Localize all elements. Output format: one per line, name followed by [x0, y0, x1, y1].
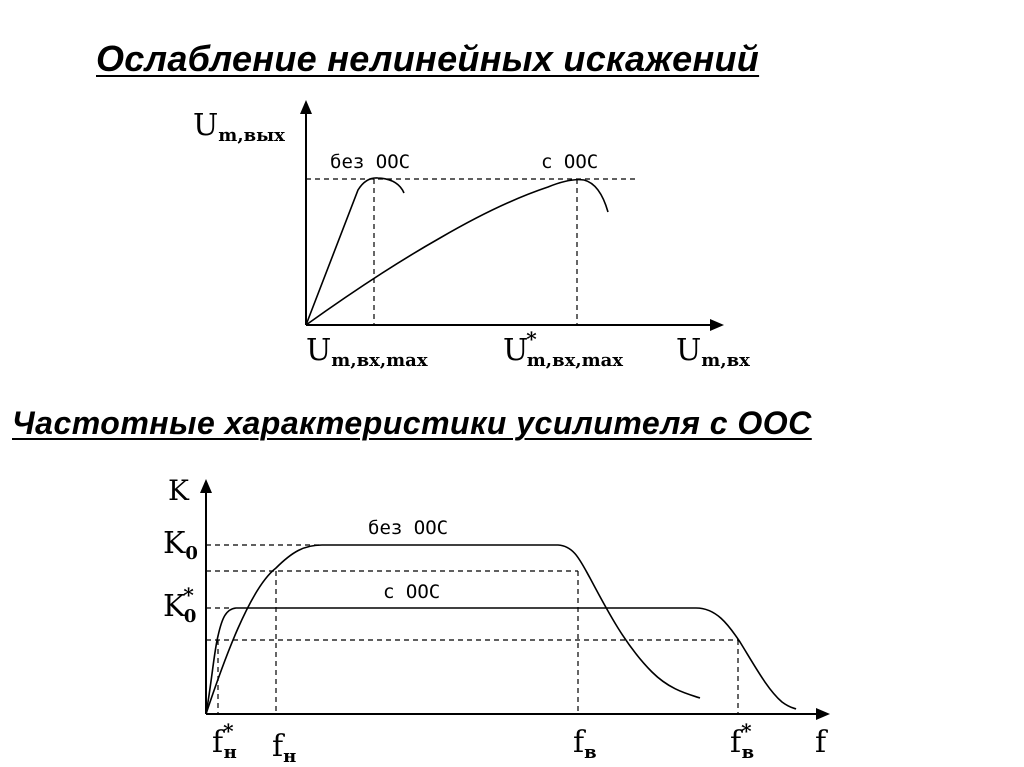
title-frequency-characteristics: Частотные характеристики усилителя с ООС	[12, 405, 812, 441]
curve-label-feedback-top: с ООС	[541, 151, 599, 173]
x-tick-label-fv-star: f* в	[730, 719, 755, 763]
title-nonlinear-distortion: Ослабление нелинейных искажений	[96, 38, 760, 79]
x-axis-label-top: $U_{m,вх}$	[676, 333, 750, 371]
x-axis-label-bottom: f	[815, 725, 827, 760]
x-tick-label-max-star: U* m,вх,max	[503, 327, 624, 371]
y-tick-label-k0-star: K* 0	[163, 583, 197, 627]
x-axis-arrow-bottom	[816, 708, 830, 720]
curve-label-no-feedback-bottom: без ООС	[368, 517, 449, 539]
y-axis-label-bottom: K	[168, 474, 189, 507]
curve-with-feedback-bottom	[206, 608, 796, 714]
curve-label-feedback-bottom: с ООС	[383, 581, 441, 603]
y-axis-label-top: $U_{m,вых}$	[193, 108, 285, 146]
curve-without-feedback-bottom	[206, 545, 700, 714]
x-tick-label-fn-star: f* н	[212, 719, 237, 763]
x-tick-label-fv: $f_в$	[573, 725, 597, 763]
x-tick-label-max: $U_{m,вх,max}$	[306, 333, 428, 371]
x-tick-label-fn: $f_н$	[272, 729, 297, 767]
y-tick-label-k0: $K_0$	[163, 526, 198, 564]
curve-label-no-feedback-top: без ООС	[330, 151, 411, 173]
y-axis-arrow-bottom	[200, 479, 212, 493]
